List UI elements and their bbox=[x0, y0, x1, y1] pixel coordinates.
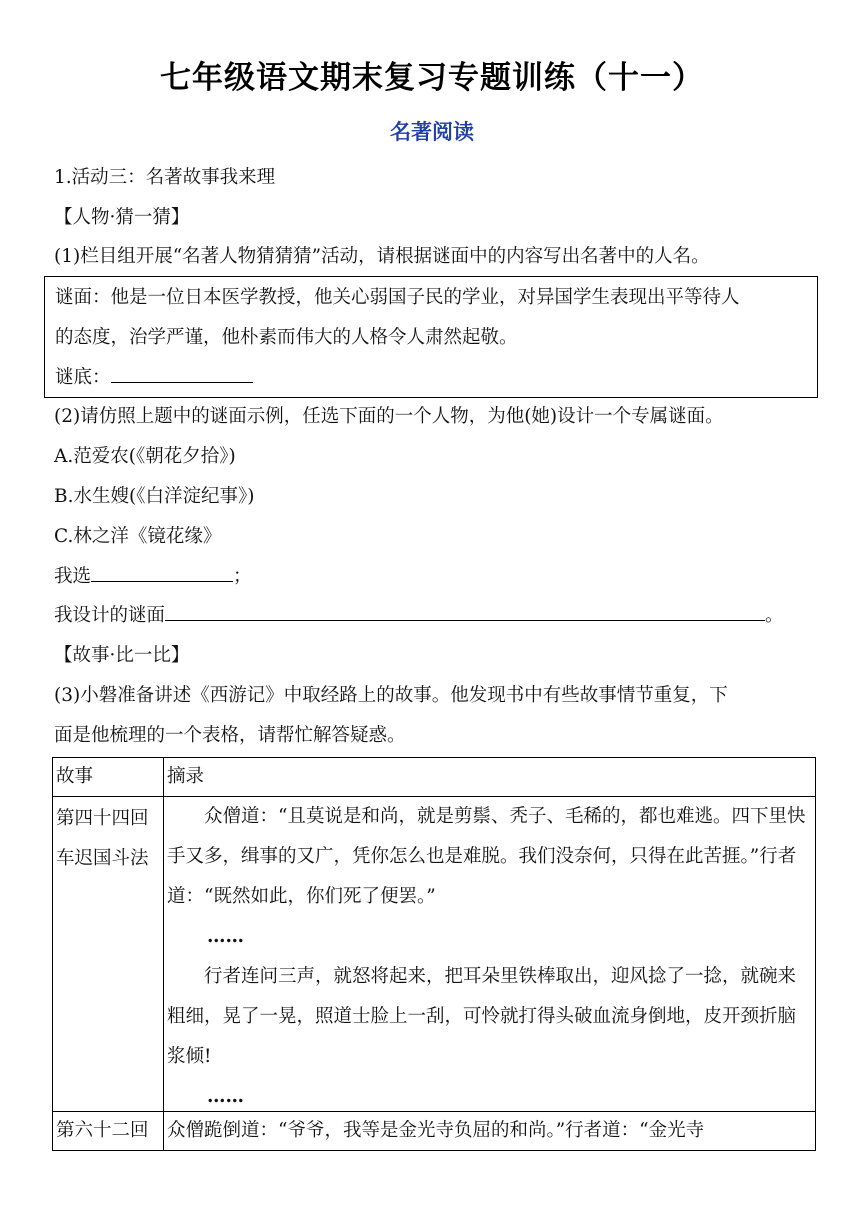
question-1-3-line-2: 面是他梳理的一个表格，请帮忙解答疑惑。 bbox=[54, 725, 406, 746]
question-1-2: (2)请仿照上题中的谜面示例，任选下面的一个人物，为他(她)设计一个专属谜面。 bbox=[54, 406, 724, 427]
page-title: 七年级语文期末复习专题训练（十一） bbox=[160, 60, 704, 96]
choose-blank[interactable] bbox=[91, 563, 233, 582]
story-title-line-1: 第四十四回 bbox=[56, 808, 149, 829]
option-a: A.范爱农(《朝花夕拾》) bbox=[54, 446, 236, 467]
excerpt-paragraph-2: 行者连问三声，就怒将起来，把耳朵里铁棒取出，迎风捻了一捻，就碗来粗细，晃了一晃，照道士脸上一刮，可怜就打得头破血流身倒地，皮开颈折脑浆倾! bbox=[167, 966, 797, 1067]
table-cell-story bbox=[53, 797, 164, 1112]
table-header-row bbox=[53, 758, 816, 797]
option-b: B.水生嫂(《白洋淀纪事》) bbox=[54, 486, 255, 507]
question-1-heading: 1.活动三：名著故事我来理 bbox=[54, 167, 276, 188]
table-cell-story: 第六十二回 bbox=[53, 1112, 164, 1151]
choose-end: ； bbox=[233, 566, 252, 587]
riddle-line-2: 的态度，治学严谨，他朴素而伟大的人格令人肃然起敬。 bbox=[55, 327, 518, 348]
choose-row bbox=[54, 562, 252, 588]
question-1-1: (1)栏目组开展“名著人物猜猜猜”活动，请根据谜面中的内容写出名著中的人名。 bbox=[54, 246, 710, 267]
table-row bbox=[53, 1112, 816, 1151]
table-cell-excerpt bbox=[164, 797, 816, 1112]
option-c: C.林之洋《镜花缘》 bbox=[54, 526, 222, 547]
table-row bbox=[53, 797, 816, 1112]
table-cell-excerpt: 众僧跪倒道：“爷爷，我等是金光寺负屈的和尚。”行者道：“金光寺 bbox=[164, 1112, 816, 1151]
table-header-story: 故事 bbox=[53, 758, 164, 797]
design-label: 我设计的谜面 bbox=[54, 605, 166, 626]
riddle-answer-blank[interactable] bbox=[111, 364, 253, 383]
design-row bbox=[54, 601, 784, 627]
page-subtitle: 名著阅读 bbox=[390, 120, 474, 144]
excerpt-ellipsis-2: …… bbox=[207, 1086, 244, 1107]
section-heading-person: 【人物·猜一猜】 bbox=[54, 207, 190, 228]
choose-label: 我选 bbox=[54, 566, 92, 587]
riddle-answer-label: 谜底： bbox=[55, 367, 111, 388]
story-title-line-2: 车迟国斗法 bbox=[56, 848, 149, 869]
riddle-answer bbox=[55, 363, 253, 389]
story-table bbox=[52, 757, 816, 1151]
section-heading-story: 【故事·比一比】 bbox=[54, 645, 190, 666]
table-header-excerpt: 摘录 bbox=[164, 758, 816, 797]
design-blank[interactable] bbox=[165, 602, 765, 621]
design-end: 。 bbox=[765, 605, 784, 626]
riddle-line-1: 谜面：他是一位日本医学教授，他关心弱国子民的学业，对异国学生表现出平等待人 bbox=[55, 287, 740, 308]
excerpt-paragraph-1: 众僧道：“且莫说是和尚，就是剪鬃、秃子、毛稀的，都也难逃。四下里快手又多，缉事的又广，凭你怎么也是难脱。我们没奈何，只得在此苦捱。”行者道：“既然如此，你们死了便罢。” bbox=[167, 806, 806, 907]
riddle-box bbox=[44, 276, 818, 398]
excerpt-ellipsis-1: …… bbox=[207, 926, 244, 947]
question-1-3-line-1: (3)小磐准备讲述《西游记》中取经路上的故事。他发现书中有些故事情节重复，下 bbox=[54, 685, 728, 706]
